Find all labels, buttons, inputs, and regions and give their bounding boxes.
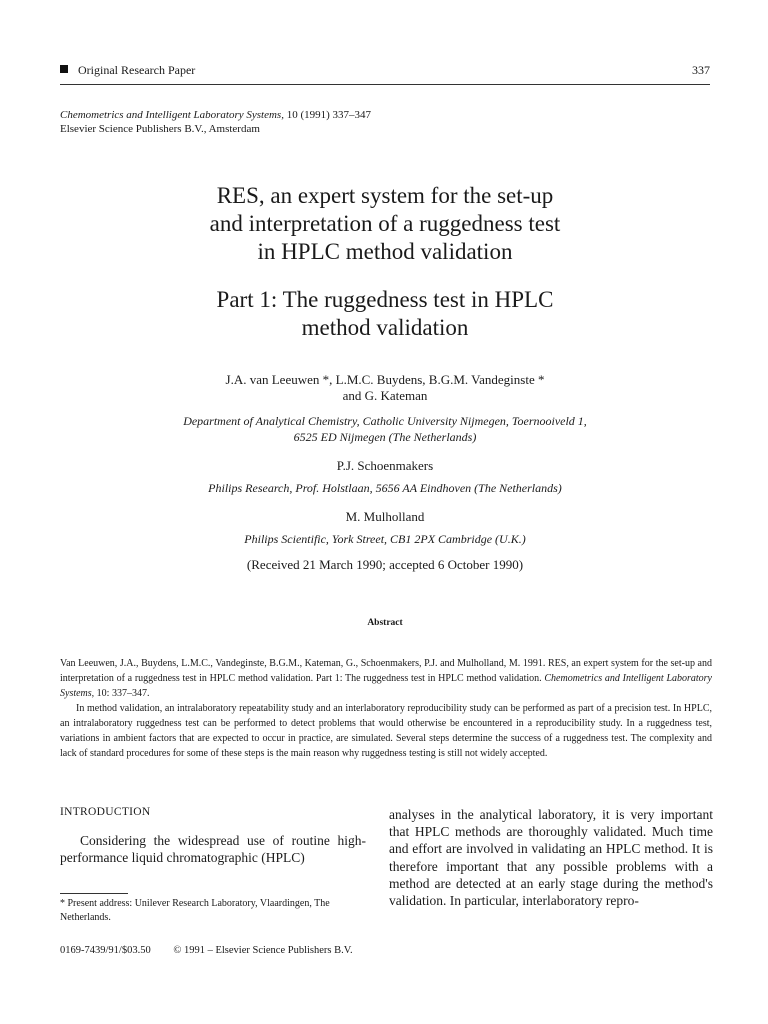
affiliation-line: Department of Analytical Chemistry, Catholic University Nijmegen, Toernooiveld 1,: [183, 414, 587, 428]
page-header: [60, 63, 710, 83]
issn-code: 0169-7439/91/$03.50: [60, 945, 151, 956]
page-footer: [60, 945, 373, 956]
affiliation-1: [60, 413, 710, 445]
title-line: and interpretation of a ruggedness test: [209, 211, 561, 236]
affiliation-line: 6525 ED Nijmegen (The Netherlands): [293, 430, 477, 444]
intro-paragraph-left: Considering the widespread use of routine high-performance liquid chromatographic (HPLC): [60, 833, 366, 866]
journal-name: Chemometrics and Intelligent Laboratory Systems,: [60, 109, 284, 121]
author-group-2: P.J. Schoenmakers: [336, 458, 434, 473]
page-number: 337: [692, 63, 710, 77]
abstract-citation-tail: 10: 337–347.: [94, 688, 150, 699]
subtitle-line: Part 1: The ruggedness test in HPLC: [216, 287, 554, 312]
affiliation-2: Philips Research, Prof. Holstlaan, 5656 AA Eindhoven (The Netherlands): [208, 481, 562, 495]
author-group-1: [60, 372, 710, 404]
header-label: Original Research Paper: [78, 63, 196, 77]
affiliation-3: Philips Scientific, York Street, CB1 2PX Cambridge (U.K.): [244, 532, 526, 546]
author-line: J.A. van Leeuwen *, L.M.C. Buydens, B.G.M. Vandeginste *: [225, 372, 545, 387]
author-group-3: M. Mulholland: [345, 509, 425, 524]
copyright: © 1991 – Elsevier Science Publishers B.V.: [173, 945, 353, 956]
abstract-citation-journal: Chemometrics and Intelligent Laboratory Systems,: [60, 673, 713, 699]
header-rule: [60, 84, 710, 85]
footnote-rule: [60, 893, 128, 894]
received-dates: (Received 21 March 1990; accepted 6 October 1990): [246, 557, 524, 572]
publisher-line: Elsevier Science Publishers B.V., Amsterdam: [60, 123, 260, 135]
volume-pages: 10 (1991) 337–347: [283, 109, 372, 121]
title-line: in HPLC method validation: [257, 239, 513, 264]
footnote: * Present address: Unilever Research Laboratory, Vlaardingen, The Netherlands.: [60, 898, 330, 923]
abstract-block: [60, 656, 712, 761]
journal-citation: [60, 108, 371, 136]
author-line: and G. Kateman: [342, 388, 428, 403]
paper-subtitle: [60, 286, 710, 342]
abstract-citation: [60, 656, 712, 701]
section-heading: INTRODUCTION: [60, 806, 151, 818]
paper-title: [60, 182, 710, 266]
intro-paragraph-right: analyses in the analytical laboratory, it is very important that HPLC methods are thoroughly validated. Much time and effort are involved in validating an HPLC method. It is therefore important that any possible problems with a method are detected at an early stage during the method's validation. In particular, interlaboratory repro-: [389, 807, 713, 909]
abstract-body: In method validation, an intralaboratory repeatability study and an interlaboratory reproducibility study can be performed as part of a precision test. In HPLC, an intralaboratory ruggedness test can be performed to detect problems that would otherwise be encountered in a reproducibility study. In a ruggedness test, variations in ambient factors that are expected to occur in practice, are simulated. Several steps determine the success of a ruggedness test. The complexity and lack of standard procedures for some of these steps is the main reason why ruggedness testing is still not widely accepted.: [60, 703, 712, 759]
subtitle-line: method validation: [301, 315, 469, 340]
square-bullet-icon: [60, 65, 68, 73]
title-line: RES, an expert system for the set-up: [216, 183, 554, 208]
left-column: [60, 806, 366, 866]
abstract-citation-text: Van Leeuwen, J.A., Buydens, L.M.C., Vandeginste, B.G.M., Kateman, G., Schoenmakers, P.J. and Mulholland, M. 1991. RES, an expert system for the set-up and interpretation of a ruggedness test in HPLC method validation. Part 1: The ruggedness test in HPLC method validation.: [60, 658, 712, 684]
abstract-heading: Abstract: [367, 618, 403, 628]
